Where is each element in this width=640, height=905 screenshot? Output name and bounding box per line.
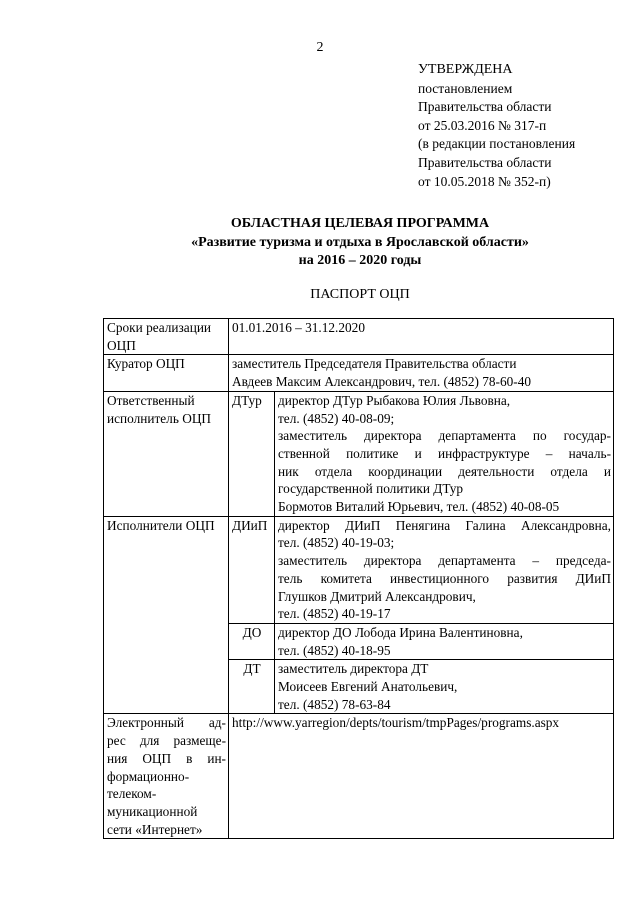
table-row — [104, 516, 614, 623]
row-label-terms — [104, 319, 229, 355]
label-line: Электронный ад- — [107, 715, 226, 731]
value-line: тел. (4852) 40-19-03; — [278, 535, 395, 551]
table-row — [104, 355, 614, 391]
value-line: ник отдела координации деятельности отдела и — [278, 463, 611, 479]
department-abbr — [229, 391, 275, 516]
value-line: тел. (4852) 40-19-17 — [278, 606, 391, 622]
label-line: сети «Интернет» — [107, 821, 203, 837]
department-abbr — [229, 660, 275, 714]
label-line: исполнитель ОЦП — [107, 410, 212, 426]
value-line: Моисеев Евгений Анатольевич, — [278, 679, 458, 695]
approval-line: (в редакции постановления — [418, 136, 576, 152]
row-value-web — [229, 714, 614, 839]
approval-line: от 25.03.2016 № 317-п — [418, 117, 547, 133]
page-number: 2 — [316, 40, 324, 55]
value-line: тел. (4852) 40-08-09; — [278, 410, 395, 426]
abbr-text: ДИиП — [232, 517, 268, 533]
value-line: заместитель Председателя Правительства области — [232, 356, 517, 372]
row-label-executors — [104, 516, 229, 714]
label-line: Куратор ОЦП — [107, 356, 185, 372]
label-line: телеком- — [107, 786, 157, 802]
approval-block — [418, 61, 575, 191]
abbr-text: ДО — [242, 624, 262, 640]
approval-stamp: УТВЕРЖДЕНА — [418, 62, 513, 77]
label-line: рес для размеще- — [107, 733, 226, 749]
label-line: Сроки реализации — [107, 320, 212, 335]
value-line: ственной политике и инфраструктуре – началь- — [278, 445, 611, 461]
program-title — [0, 215, 640, 271]
row-value-do — [275, 623, 614, 659]
label-line: ОЦП — [107, 337, 136, 353]
row-label-responsible — [104, 391, 229, 516]
label-line: формационно- — [107, 768, 190, 784]
value-line: государственной политики ДТур — [278, 481, 464, 497]
label-line: Ответственный — [107, 392, 195, 408]
value-line: заместитель директора ДТ — [278, 661, 429, 677]
abbr-text: ДТ — [243, 661, 261, 677]
row-value-dt — [275, 660, 614, 714]
table-row — [104, 714, 614, 839]
row-value-responsible — [275, 391, 614, 516]
label-line: Исполнители ОЦП — [107, 517, 215, 533]
value-line: директор ДТур Рыбакова Юлия Львовна, — [278, 392, 511, 408]
value-line: заместитель директора департамента – председа- — [278, 553, 611, 569]
value-line: Бормотов Виталий Юрьевич, тел. (4852) 40-08-05 — [278, 499, 560, 515]
program-title-line: на 2016 – 2020 годы — [298, 253, 422, 268]
approval-line: Правительства области — [418, 154, 552, 170]
terms-value: 01.01.2016 – 31.12.2020 — [232, 320, 365, 335]
row-value-curator — [229, 355, 614, 391]
value-line: заместитель директора департамента по государ- — [278, 428, 611, 444]
approval-line: постановлением — [418, 80, 513, 96]
approval-line: от 10.05.2018 № 352-п) — [418, 173, 551, 189]
label-line: муникационной — [107, 803, 198, 819]
department-abbr — [229, 623, 275, 659]
program-url[interactable]: http://www.yarregion/depts/tourism/tmpPages/programs.aspx — [232, 715, 560, 731]
abbr-text: ДТур — [232, 392, 262, 408]
row-label-curator — [104, 355, 229, 391]
approval-line: Правительства области — [418, 99, 552, 115]
row-label-web — [104, 714, 229, 839]
label-line: ния ОЦП в ин- — [107, 750, 226, 766]
passport-table — [103, 318, 614, 839]
department-abbr — [229, 516, 275, 623]
table-row — [104, 391, 614, 516]
row-value-terms — [229, 319, 614, 355]
program-title-line: ОБЛАСТНАЯ ЦЕЛЕВАЯ ПРОГРАММА — [230, 216, 490, 231]
program-title-line: «Развитие туризма и отдыха в Ярославской области» — [191, 234, 529, 250]
value-line: тел. (4852) 78-63-84 — [278, 696, 391, 712]
value-line: тел. (4852) 40-18-95 — [278, 642, 391, 658]
passport-title: ПАСПОРТ ОЦП — [310, 287, 410, 302]
value-line: директор ДО Лобода Ирина Валентиновна, — [278, 624, 523, 640]
value-line: директор ДИиП Пенягина Галина Александровна, — [278, 517, 611, 533]
value-line: Глушков Дмитрий Александрович, — [278, 588, 476, 604]
table-row — [104, 319, 614, 355]
value-line: Авдеев Максим Александрович, тел. (4852) 78-60-40 — [232, 374, 531, 390]
value-line: тель комитета инвестиционного развития ДИиП — [278, 570, 611, 586]
row-value-dip — [275, 516, 614, 623]
